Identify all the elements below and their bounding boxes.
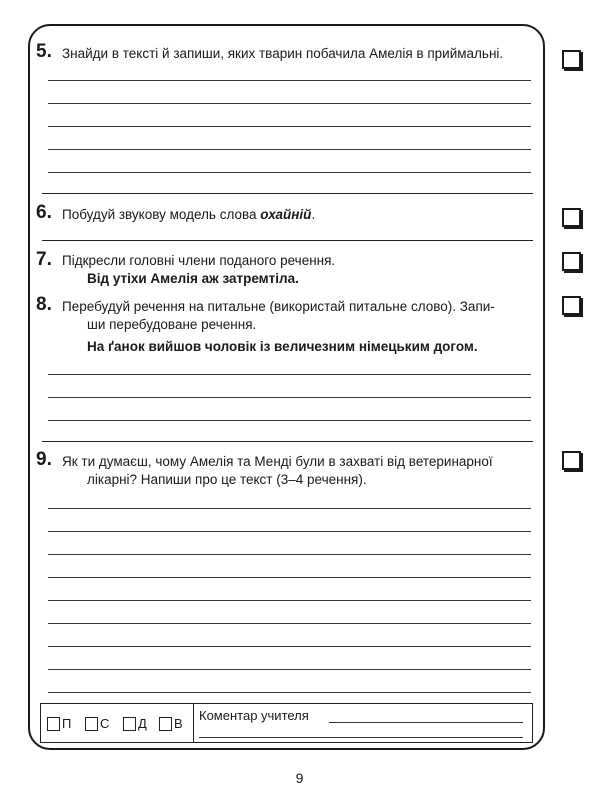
answer-line[interactable] (48, 508, 531, 509)
task-7-text: Підкресли головні члени поданого речення. (62, 253, 336, 268)
grade-option-d[interactable]: Д (123, 716, 147, 732)
task-5-text: Знайди в тексті й запиши, яких тварин побачила Амелія в приймальні. (62, 46, 504, 61)
grade-checkboxes (41, 704, 194, 742)
checkbox-icon[interactable] (85, 717, 98, 731)
checkbox-icon[interactable] (159, 717, 172, 731)
checkbox-icon[interactable] (47, 717, 60, 731)
answer-line[interactable] (48, 531, 531, 532)
answer-line[interactable] (48, 149, 531, 150)
task-9-number: 9. (36, 449, 52, 470)
task-8-text-line-1: Перебудуй речення на питальне (використай питальне слово). Запи- (62, 299, 495, 314)
task-7-score-box[interactable] (562, 252, 581, 271)
task-9-text-line-2: лікарні? Напиши про це текст (3–4 речення). (87, 472, 367, 487)
task-7-number: 7. (36, 249, 52, 270)
task-9-text-line-1: Як ти думаєш, чому Амелія та Менді були в захваті від ветеринарної (62, 454, 493, 469)
task-8-text-line-2: ши перебудоване речення. (87, 317, 257, 332)
answer-line[interactable] (48, 646, 531, 647)
task-8-number: 8. (36, 294, 52, 315)
grade-option-p[interactable]: П (47, 716, 71, 732)
answer-line[interactable] (48, 577, 531, 578)
answer-line[interactable] (48, 692, 531, 693)
worksheet-frame (28, 24, 545, 750)
answer-line[interactable] (48, 103, 531, 104)
assessment-footer (40, 703, 533, 743)
answer-line[interactable] (48, 397, 531, 398)
checkbox-icon[interactable] (123, 717, 136, 731)
teacher-comment-line[interactable] (329, 722, 523, 723)
answer-line[interactable] (48, 600, 531, 601)
task-6-number: 6. (36, 202, 52, 223)
teacher-comment-line[interactable] (199, 737, 523, 738)
grade-option-s[interactable]: С (85, 716, 109, 732)
task-6-word: охайній (260, 207, 312, 222)
task-8-score-box[interactable] (562, 296, 581, 315)
task-8-sentence: На ґанок вийшов чоловік із величезним німецьким догом. (87, 339, 478, 354)
task-9-score-box[interactable] (562, 451, 581, 470)
answer-line[interactable] (48, 80, 531, 81)
teacher-comment-label: Коментар учителя (199, 708, 309, 723)
answer-line[interactable] (48, 420, 531, 421)
task-5-score-box[interactable] (562, 50, 581, 69)
task-7-sentence: Від утіхи Амелія аж затремтіла. (87, 271, 299, 286)
section-divider (42, 240, 533, 241)
answer-line[interactable] (48, 172, 531, 173)
section-divider (42, 193, 533, 194)
answer-line[interactable] (48, 126, 531, 127)
answer-line[interactable] (48, 554, 531, 555)
answer-line[interactable] (48, 669, 531, 670)
section-divider (42, 441, 533, 442)
task-6-score-box[interactable] (562, 208, 581, 227)
answer-line[interactable] (48, 374, 531, 375)
grade-option-v[interactable]: В (159, 716, 183, 732)
page-number: 9 (295, 770, 304, 786)
task-6-text: Побудуй звукову модель слова охайній. (62, 207, 316, 222)
answer-line[interactable] (48, 623, 531, 624)
task-5-number: 5. (36, 41, 52, 62)
